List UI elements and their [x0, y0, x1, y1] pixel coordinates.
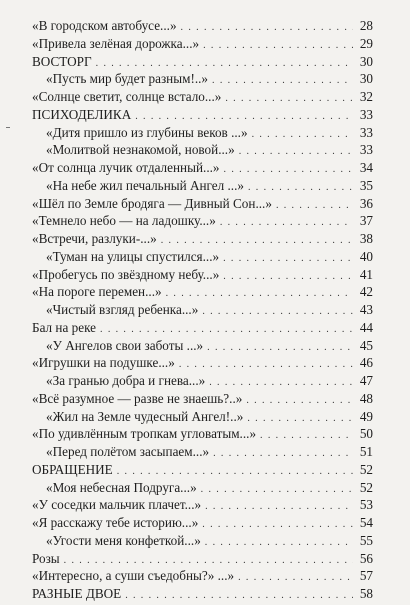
toc-entry-page-number: 29 [359, 35, 373, 51]
toc-entry [32, 408, 373, 426]
toc-leader-dots [260, 427, 353, 445]
toc-leader-dots [202, 516, 353, 534]
toc-entry-page-number: 33 [359, 142, 373, 158]
toc-entry [32, 141, 373, 159]
toc-entry-title: «На небе жил печальный Ангел ...» [46, 177, 244, 193]
toc-leader-dots [202, 303, 353, 321]
toc-entry-page-number: 42 [359, 284, 373, 300]
toc-entry [32, 88, 373, 106]
toc-entry-title: «Молитвой незнакомой, новой...» [46, 142, 235, 158]
toc-entry [32, 319, 373, 337]
toc-entry-title: «Пробегусь по звёздному небу...» [32, 266, 220, 282]
toc-entry-page-number: 50 [359, 426, 373, 442]
toc-entry [32, 585, 373, 603]
toc-entry [32, 35, 373, 53]
toc-entry-title: «Шёл по Земле бродяга — Дивный Сон...» [32, 195, 272, 211]
toc-leader-dots [252, 126, 353, 144]
toc-entry-title: «По удивлённым тропкам угловатым...» [32, 426, 257, 442]
toc-entry-page-number: 54 [359, 515, 373, 530]
toc-entry-title: ОБРАЩЕНИЕ [32, 461, 113, 477]
toc-entry-page-number: 55 [359, 532, 373, 548]
toc-entry [32, 124, 373, 142]
toc-entry-page-number: 37 [359, 213, 373, 229]
toc-entry-title: «Игрушки на подушке...» [32, 355, 175, 371]
toc-leader-dots [246, 392, 353, 410]
toc-entry-title: «Туман на улицы спустился...» [46, 248, 220, 264]
toc-entry-page-number: 52 [359, 479, 373, 495]
toc-entry [32, 372, 373, 390]
toc-leader-dots [205, 498, 353, 516]
toc-entry [32, 53, 373, 71]
toc-leader-dots [205, 534, 353, 552]
toc-entry-title: «Перед полётом засыпаем...» [46, 444, 210, 459]
toc-entry-page-number: 40 [359, 248, 373, 264]
toc-leader-dots [276, 197, 353, 215]
toc-leader-dots [203, 37, 353, 55]
toc-entry [32, 461, 373, 479]
toc-entry [32, 567, 373, 585]
toc-entry-page-number: 30 [359, 71, 373, 87]
toc-entry [32, 496, 373, 514]
toc-entry-title: «Дитя пришло из глубины веков ...» [46, 124, 248, 140]
toc-entry-page-number: 33 [359, 124, 373, 140]
toc-entry-page-number: 48 [359, 390, 373, 406]
toc-entry [32, 17, 373, 35]
toc-entry-title: «У Ангелов свои заботы ...» [46, 337, 204, 353]
toc-entry [32, 390, 373, 408]
toc-entry-title: «Чистый взгляд ребенка...» [46, 302, 199, 317]
toc-entry [32, 212, 373, 230]
toc-entry-page-number: 38 [359, 231, 373, 246]
toc-leader-dots [212, 72, 353, 90]
toc-entry-page-number: 47 [359, 373, 373, 388]
toc-entry [32, 283, 373, 301]
toc-leader-dots [181, 19, 353, 37]
toc-entry [32, 266, 373, 284]
toc-entry-title: РАЗНЫЕ ДВОЕ [32, 586, 122, 601]
toc-leader-dots [207, 339, 353, 357]
toc-entry-title: «За гранью добра и гнева...» [46, 373, 206, 388]
toc-entry [32, 479, 373, 497]
toc-entry [32, 230, 373, 248]
toc-entry-page-number: 57 [359, 568, 373, 584]
toc-entry [32, 550, 373, 568]
toc-leader-dots [223, 268, 353, 286]
toc-entry-page-number: 32 [359, 89, 373, 104]
toc-entry-title: «У соседки мальчик плачет...» [32, 497, 202, 513]
table-of-contents [32, 17, 373, 603]
toc-entry-page-number: 30 [359, 53, 373, 69]
margin-mark [6, 127, 10, 128]
toc-entry [32, 514, 373, 532]
toc-entry [32, 248, 373, 266]
toc-entry-page-number: 35 [359, 177, 373, 193]
toc-entry [32, 425, 373, 443]
toc-entry [32, 337, 373, 355]
toc-entry-title: «Всё разумное — разве не знаешь?..» [32, 390, 243, 406]
toc-entry-title: «Привела зелёная дорожка...» [32, 35, 200, 51]
toc-entry-page-number: 41 [359, 266, 373, 282]
toc-entry-page-number: 34 [359, 160, 373, 175]
toc-entry [32, 354, 373, 372]
toc-entry-title: «Я расскажу тебе историю...» [32, 515, 199, 530]
toc-entry-page-number: 36 [359, 195, 373, 211]
toc-entry-title: «Моя небесная Подруга...» [46, 479, 197, 495]
toc-entry [32, 159, 373, 177]
toc-entry [32, 106, 373, 124]
toc-entry-page-number: 44 [359, 319, 373, 335]
toc-entry-title: «Встречи, разлуки-...» [32, 231, 157, 246]
toc-entry-title: «Угости меня конфеткой...» [46, 532, 201, 548]
toc-leader-dots [201, 481, 353, 499]
toc-entry-title: «Жил на Земле чудесный Ангел!..» [46, 408, 244, 424]
toc-entry [32, 195, 373, 213]
toc-leader-dots [238, 569, 353, 587]
toc-entry [32, 443, 373, 461]
toc-entry-page-number: 45 [359, 337, 373, 353]
toc-leader-dots [239, 143, 353, 161]
toc-entry-title: «Солнце светит, солнце встало...» [32, 89, 222, 104]
toc-leader-dots [247, 410, 353, 428]
toc-entry-page-number: 52 [359, 461, 373, 477]
toc-entry-title: ВОСТОРГ [32, 53, 92, 69]
toc-entry-title: «Интересно, а суши съедобны?» ...» [32, 568, 235, 584]
toc-entry-page-number: 56 [359, 550, 373, 566]
toc-entry-page-number: 51 [359, 444, 373, 459]
toc-entry [32, 177, 373, 195]
toc-entry-page-number: 58 [359, 586, 373, 601]
toc-entry-page-number: 33 [359, 106, 373, 122]
toc-leader-dots [220, 214, 353, 232]
toc-leader-dots [225, 90, 353, 108]
toc-entry-title: «В городском автобусе...» [32, 18, 177, 33]
toc-leader-dots [213, 445, 353, 463]
toc-leader-dots [223, 250, 353, 268]
toc-entry-title: ПСИХОДЕЛИКА [32, 106, 132, 122]
toc-entry [32, 532, 373, 550]
toc-entry-title: «Темнело небо — на ладошку...» [32, 213, 216, 229]
toc-entry-page-number: 46 [359, 355, 373, 371]
toc-entry-page-number: 53 [359, 497, 373, 513]
toc-entry-title: «Пусть мир будет разным!..» [46, 71, 209, 87]
toc-entry-title: «На пороге перемен...» [32, 284, 162, 300]
toc-entry-title: «От солнца лучик отдаленный...» [32, 160, 220, 175]
toc-entry-page-number: 49 [359, 408, 373, 424]
toc-entry [32, 70, 373, 88]
toc-entry-page-number: 43 [359, 302, 373, 317]
toc-entry-title: Розы [32, 550, 60, 566]
toc-entry-title: Бал на реке [32, 319, 97, 335]
toc-entry-page-number: 28 [359, 18, 373, 33]
toc-entry [32, 301, 373, 319]
